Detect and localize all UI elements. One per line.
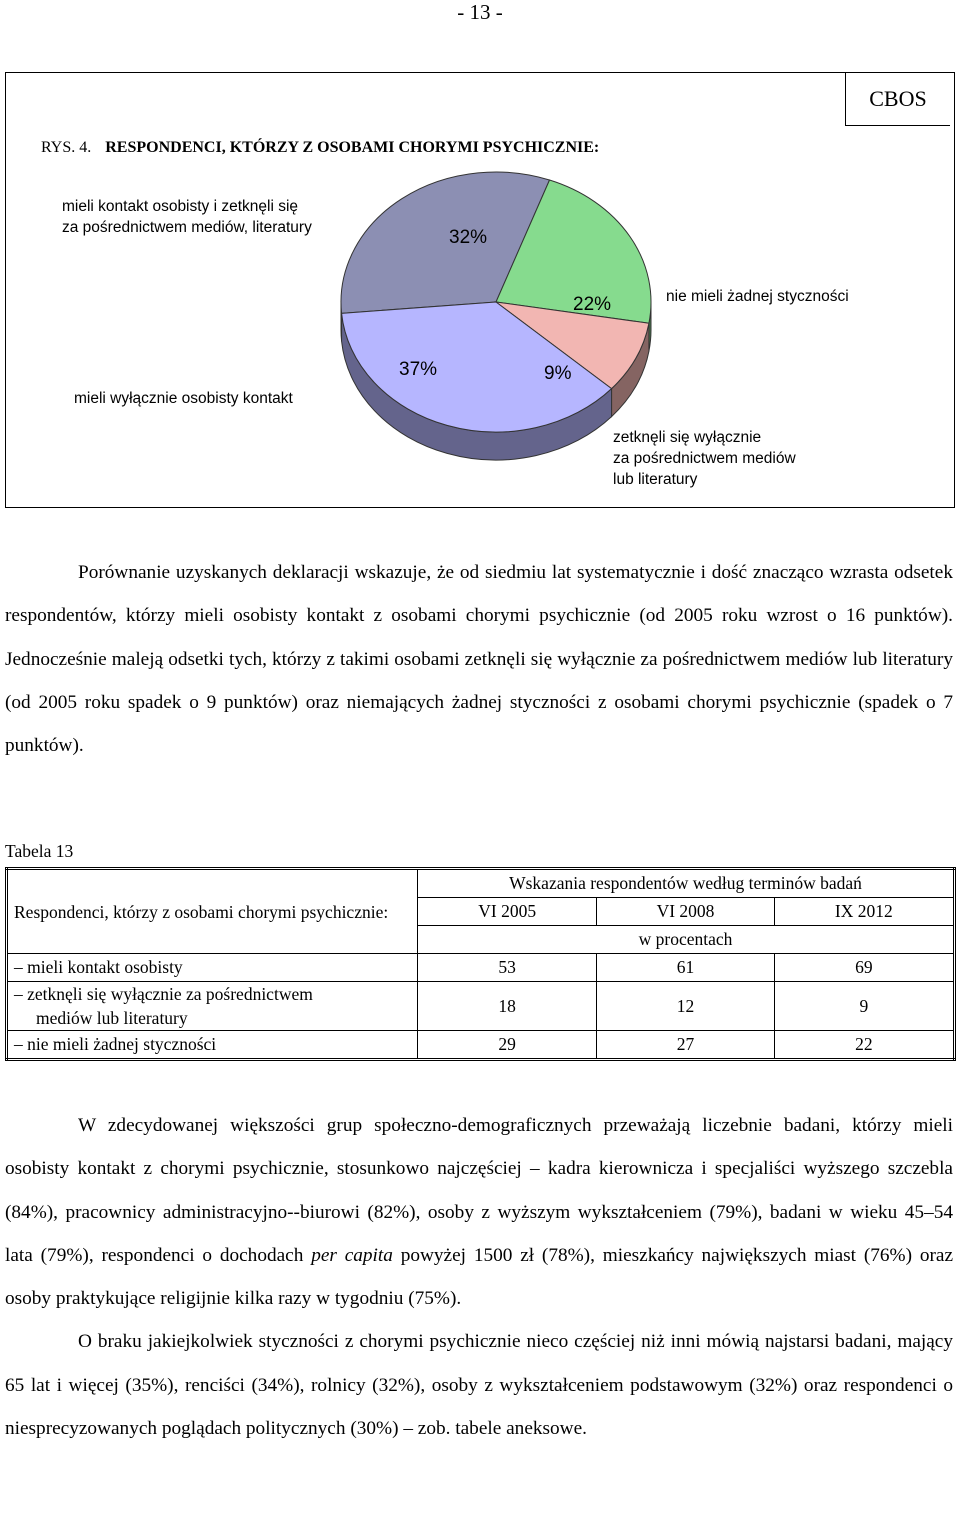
label-both-line1: mieli kontakt osobisty i zetknęli się: [62, 198, 299, 215]
figure-box: [5, 72, 955, 508]
cell-value: 9: [774, 982, 954, 1031]
label-media-line3: lub literatury: [613, 471, 698, 488]
row-label: – nie mieli żadnej styczności: [7, 1031, 418, 1060]
paragraph-2-end: powyżej 1500 zł (78%), mieszkańcy największych miast (76%) oraz osoby praktykujące religijnie kilka razy w tygodniu (75%).: [5, 1244, 954, 1310]
table-col-2012: IX 2012: [774, 898, 954, 926]
pct-both: 32%: [449, 227, 488, 248]
row-label-line1: – zetknęli się wyłącznie za pośrednictwem: [14, 984, 313, 1004]
cell-value: 29: [418, 1031, 597, 1060]
table-col-2005: VI 2005: [418, 898, 597, 926]
paragraph-2-start: W zdecydowanej większości grup społeczno-demograficznych przeważają liczebnie badani, którzy mieli osobisty kontakt z chorymi psychicznie, stosunkowo najczęściej – kadra kierownicza i specjaliści wyższego szczebla (84%), pracownicy administracyjno--biurowi (82%), osoby z wyższym wykształceniem (79%), badani w wieku 45–54 lata (79%), respondenci o dochodach: [5, 1115, 953, 1266]
pie-chart: [6, 73, 954, 507]
cell-value: 53: [418, 954, 597, 982]
row-label: – mieli kontakt osobisty: [7, 954, 418, 982]
label-none: nie mieli żadnej styczności: [666, 288, 849, 305]
paragraph-2-italic: per capita: [311, 1244, 393, 1266]
cell-value: 27: [597, 1031, 774, 1060]
page-number: - 13 -: [457, 0, 503, 24]
paragraph-3-text: O braku jakiejkolwiek styczności z chorymi psychicznie nieco częściej niż inni mówią najstarsi badani, mający 65 lat i więcej (35%), renciści (34%), rolnicy (32%), osoby z wykształceniem podstawowym (32%) oraz respondenci o niesprecyzowanych poglądach politycznych (30%) – zob. tabele aneksowe.: [5, 1331, 953, 1440]
table-group-header: Wskazania respondentów według terminów badań: [418, 869, 955, 898]
cell-value: 69: [774, 954, 954, 982]
pct-media: 9%: [544, 363, 572, 384]
table-unit: w procentach: [418, 926, 955, 954]
paragraph-1-text: Porównanie uzyskanych deklaracji wskazuje, że od siedmiu lat systematycznie i dość znacząco wzrasta odsetek respondentów, którzy mieli osobisty kontakt z osobami chorymi psychicznie (od 2005 roku wzrost o 16 punktów). Jednocześnie maleją odsetki tych, którzy z takimi osobami zetknęli się wyłącznie za pośrednictwem mediów lub literatury (od 2005 roku spadek o 9 punktów) oraz niemających żadnej styczności z osobami chorymi psychicznie (spadek o 7 punktów).: [5, 562, 953, 757]
figure-heading: RESPONDENCI, KTÓRZY Z OSOBAMI CHORYMI PSYCHICZNIE:: [105, 139, 600, 156]
table-row: [7, 1031, 955, 1060]
pct-personal: 37%: [399, 359, 438, 380]
cell-value: 22: [774, 1031, 954, 1060]
table-row: [7, 982, 955, 1031]
label-personal: mieli wyłącznie osobisty kontakt: [74, 390, 293, 407]
row-label-line2: mediów lub literatury: [36, 1008, 188, 1028]
pct-none: 22%: [573, 294, 612, 315]
table-row-header: Respondenci, którzy z osobami chorymi psychicznie:: [7, 869, 418, 954]
paragraph-2: [5, 1104, 953, 1450]
cbos-brand: CBOS: [845, 73, 950, 126]
cell-value: 61: [597, 954, 774, 982]
cell-value: 18: [418, 982, 597, 1031]
paragraph-1: [5, 551, 953, 767]
label-media-line2: za pośrednictwem mediów: [613, 450, 796, 467]
table-col-2008: VI 2008: [597, 898, 774, 926]
table-caption: Tabela 13: [5, 841, 74, 861]
row-label: [7, 982, 418, 1031]
table-row: [7, 954, 955, 982]
cell-value: 12: [597, 982, 774, 1031]
figure-label: RYS. 4.: [41, 139, 92, 156]
paragraph-2-text: [5, 1104, 953, 1320]
label-both-line2: za pośrednictwem mediów, literatury: [62, 219, 312, 236]
table-13: [5, 867, 956, 1061]
label-media-line1: zetknęli się wyłącznie: [613, 429, 762, 446]
